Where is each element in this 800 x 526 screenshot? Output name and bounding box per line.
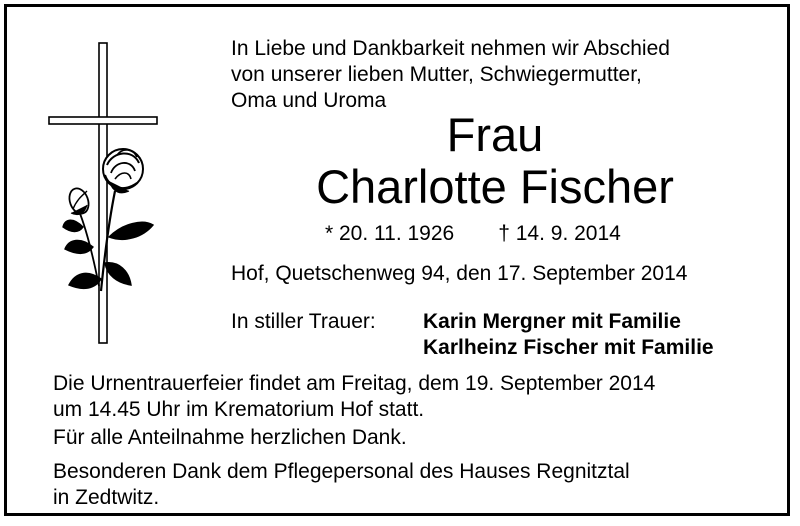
thanks-text: Für alle Anteilnahme herzlichen Dank. xyxy=(53,426,407,449)
intro-text xyxy=(231,36,670,114)
mourner-name: Karlheinz Fischer mit Familie xyxy=(423,336,714,359)
deceased-name: Charlotte Fischer xyxy=(316,160,674,213)
death-date: † 14. 9. 2014 xyxy=(498,222,621,245)
intro-line: In Liebe und Dankbarkeit nehmen wir Abschied xyxy=(231,37,670,60)
place-and-date: Hof, Quetschenweg 94, den 17. September 2014 xyxy=(231,262,688,285)
life-dates xyxy=(325,223,621,244)
special-thanks-line: in Zedtwitz. xyxy=(53,486,160,509)
deceased-salutation: Frau xyxy=(446,108,544,161)
mourner-name: Karin Mergner mit Familie xyxy=(423,310,681,333)
service-line: Die Urnentrauerfeier findet am Freitag, dem 19. September 2014 xyxy=(53,372,656,395)
special-thanks-line: Besonderen Dank dem Pflegepersonal des Hauses Regnitztal xyxy=(53,460,630,483)
mourning-label: In stiller Trauer: xyxy=(231,310,376,333)
intro-line: Oma und Uroma xyxy=(231,89,387,112)
service-line: um 14.45 Uhr im Krematorium Hof statt. xyxy=(53,398,425,421)
intro-line: von unserer lieben Mutter, Schwiegermutter, xyxy=(231,63,642,86)
funeral-service-info xyxy=(53,371,655,423)
obituary-notice xyxy=(4,4,790,516)
mourners-list xyxy=(423,309,714,361)
birth-date: * 20. 11. 1926 xyxy=(325,222,455,245)
special-thanks-text xyxy=(53,459,630,511)
